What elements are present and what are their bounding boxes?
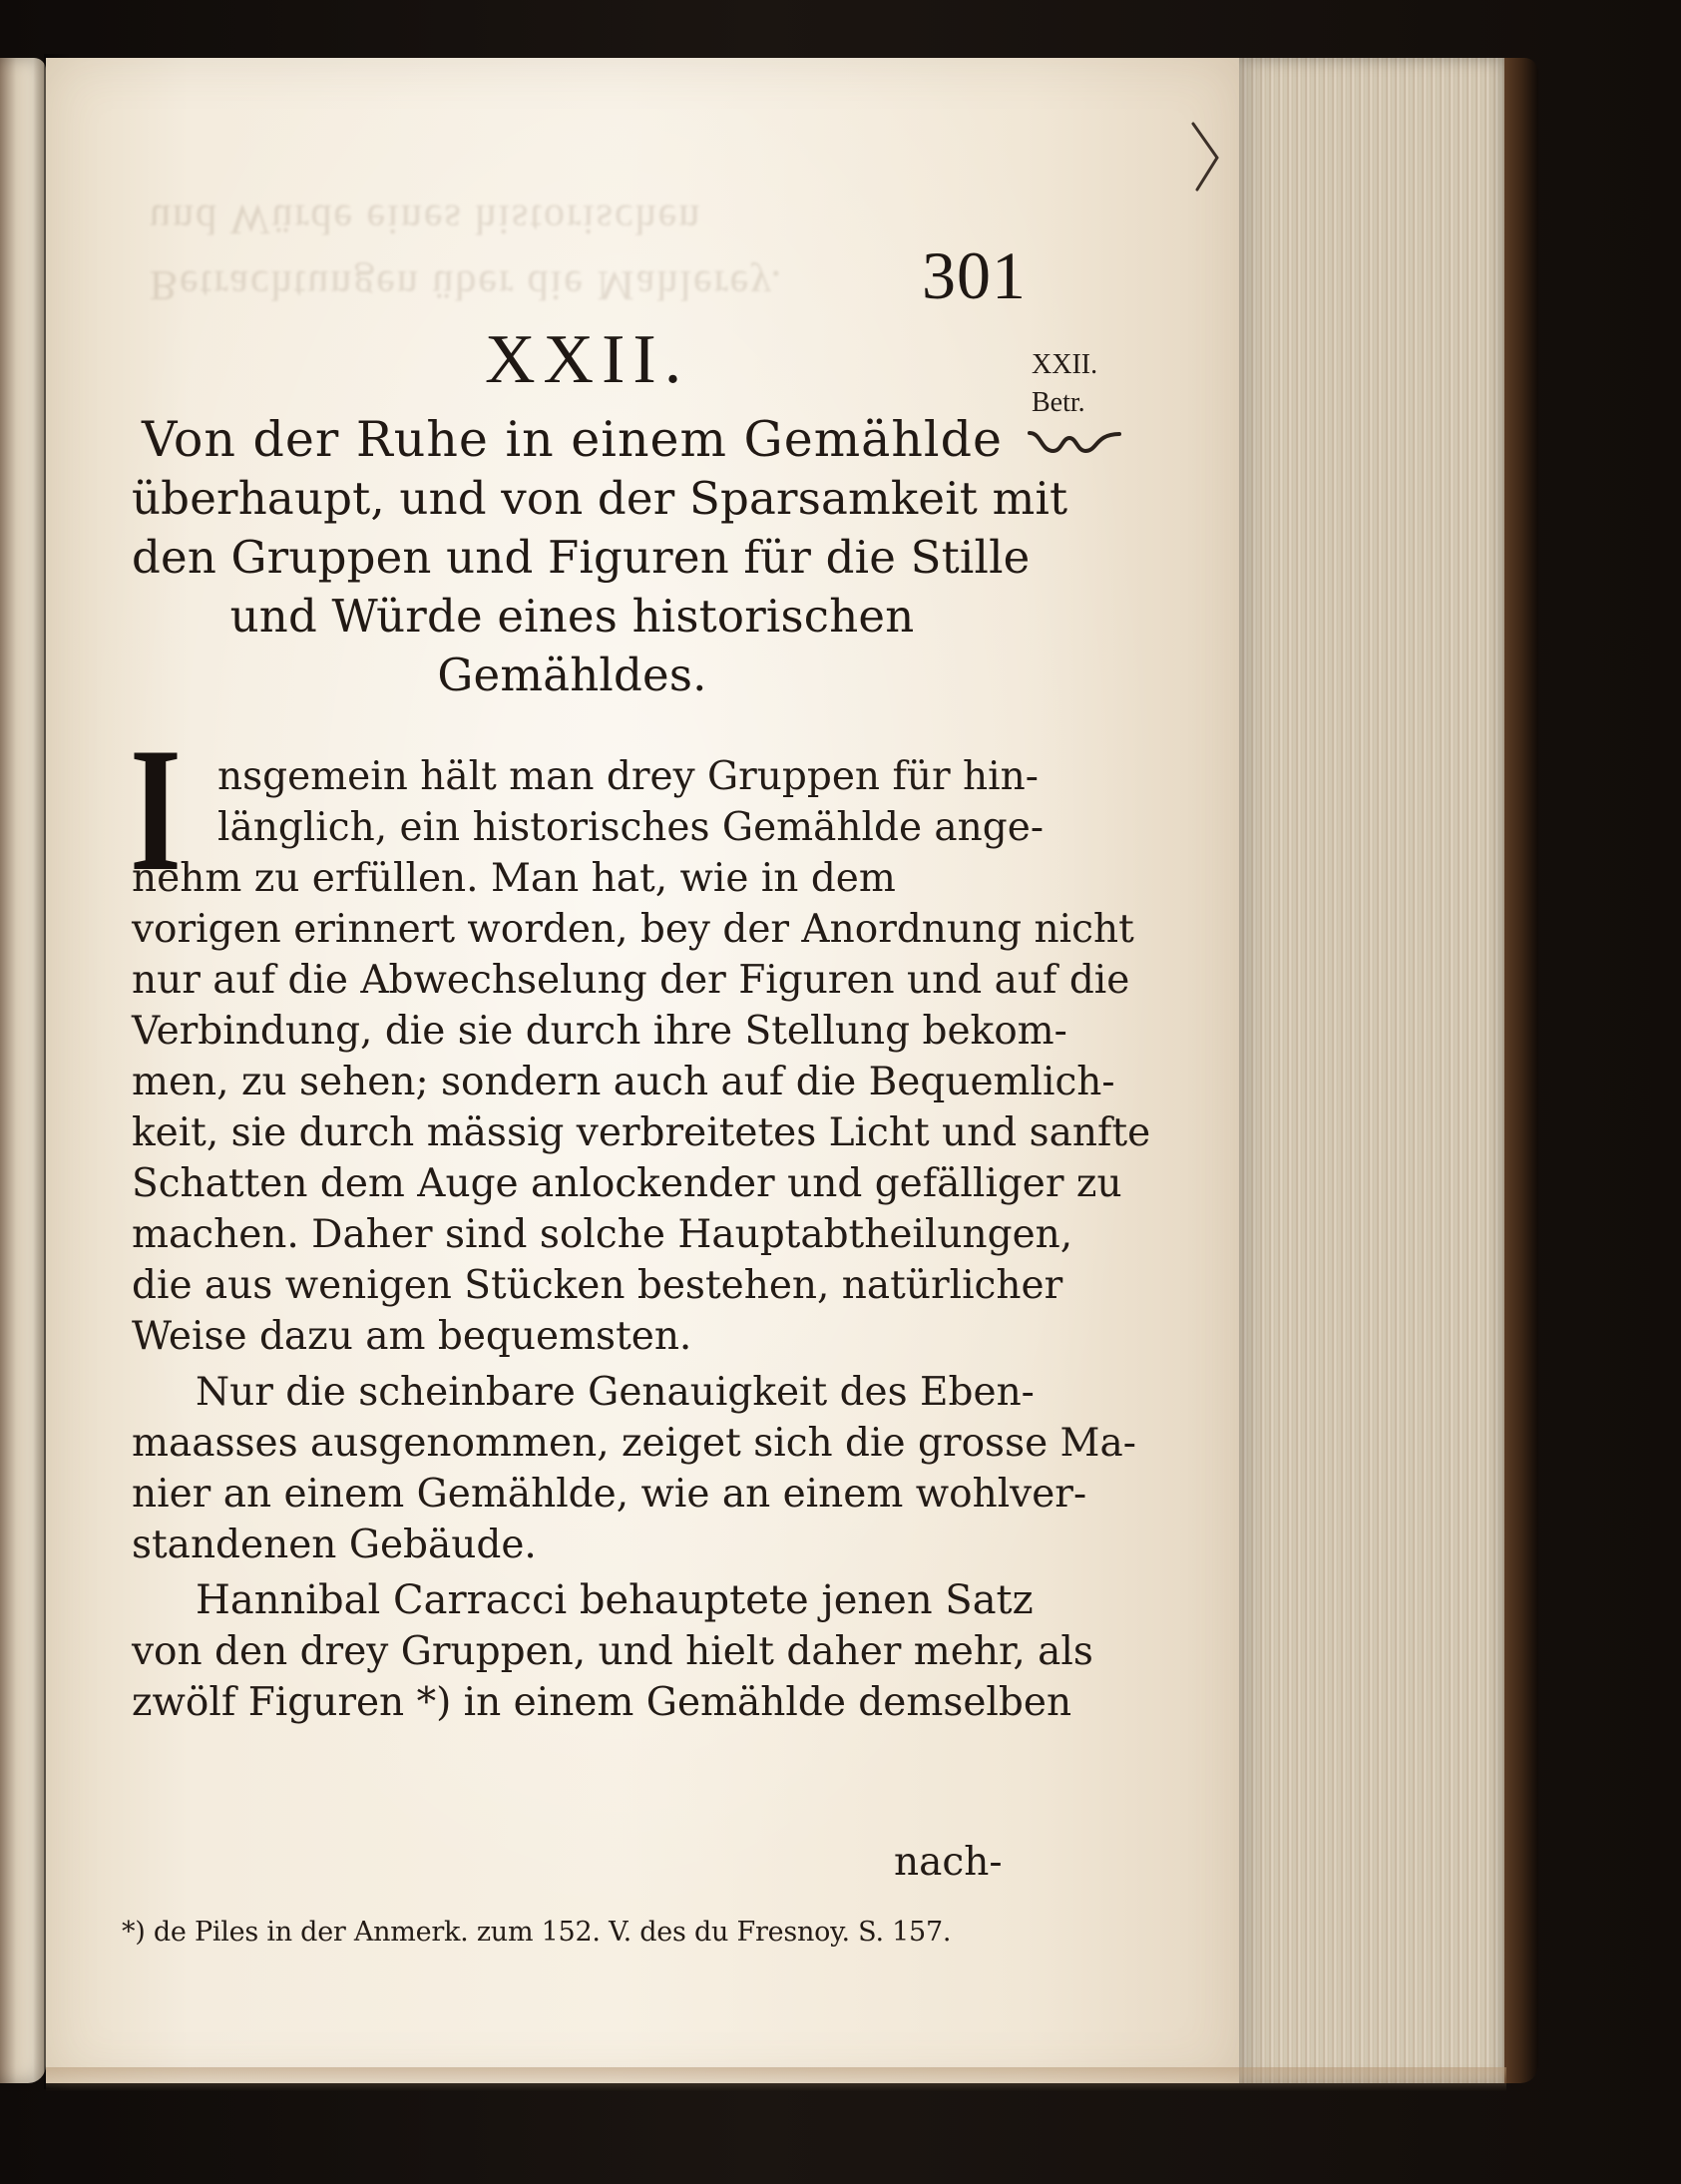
chapter-numeral: XXII.	[485, 321, 690, 398]
text-line: Nur die scheinbare Genauigkeit des Eben-	[196, 1370, 1035, 1415]
page-number: 301	[922, 237, 1027, 313]
margin-note-line-2: Betr.	[1032, 387, 1085, 418]
title-line-5: Gemähldes.	[437, 649, 707, 701]
show-through-text: Betrachtungen über die Mahlerey. und Würde eines historischen	[150, 196, 784, 307]
paragraph-3	[132, 1575, 1093, 1728]
book-cover-edge	[1504, 58, 1538, 2083]
page-block-edge	[1239, 58, 1506, 2083]
text-line: von den drey Gruppen, und hielt daher mehr, als	[132, 1629, 1093, 1674]
left-page-edge	[0, 58, 46, 2083]
catchword: nach-	[894, 1840, 1003, 1885]
page-sheet	[46, 58, 1239, 2083]
page-corner-mark-icon	[1189, 116, 1225, 196]
title-line-3: den Gruppen und Figuren für die Stille	[132, 531, 1031, 584]
text-line: länglich, ein historisches Gemählde ange-	[217, 805, 1045, 850]
chapter-title	[132, 410, 1068, 704]
text-line: keit, sie durch mässig verbreitetes Licht und sanfte	[132, 1110, 1151, 1155]
text-line: Schatten dem Auge anlockender und gefälliger zu	[132, 1161, 1122, 1206]
title-line-1: Von der Ruhe in einem Gemählde	[142, 411, 1003, 468]
text-line: men, zu sehen; sondern auch auf die Bequemlich-	[132, 1060, 1115, 1104]
text-line: nur auf die Abwechselung der Figuren und auf die	[132, 958, 1130, 1003]
text-line: nehm zu erfüllen. Man hat, wie in dem	[132, 856, 896, 901]
text-line: die aus wenigen Stücken bestehen, natürlicher	[132, 1263, 1063, 1308]
text-line: Verbindung, die sie durch ihre Stellung bekom-	[132, 1009, 1067, 1054]
title-line-4: und Würde eines historischen	[229, 590, 915, 643]
text-line: machen. Daher sind solche Hauptabtheilungen,	[132, 1212, 1073, 1257]
text-line: Hannibal Carracci behauptete jenen Satz	[196, 1577, 1034, 1623]
text-line: Weise dazu am bequemsten.	[132, 1314, 692, 1359]
text-line: standenen Gebäude.	[132, 1523, 537, 1567]
main-text	[130, 710, 1151, 1728]
text-line: maasses ausgenommen, zeiget sich die grosse Ma-	[132, 1421, 1136, 1466]
title-line-2: überhaupt, und von der Sparsamkeit mit	[132, 472, 1068, 525]
margin-note-line-1: XXII.	[1032, 349, 1098, 380]
text-line: nier an einem Gemählde, wie an einem wohlver-	[132, 1472, 1087, 1517]
text-line: zwölf Figuren *) in einem Gemählde demselben	[132, 1680, 1072, 1725]
paragraph-2	[132, 1367, 1136, 1570]
text-line: vorigen erinnert worden, bey der Anordnung nicht	[132, 907, 1134, 952]
margin-note	[1032, 345, 1097, 423]
margin-brace-icon	[1028, 427, 1123, 461]
text-line: nsgemein hält man drey Gruppen für hin-	[217, 754, 1039, 799]
footnote: *) de Piles in der Anmerk. zum 152. V. des du Fresnoy. S. 157.	[122, 1917, 952, 1948]
drop-cap: I	[130, 710, 182, 908]
paragraph-1	[130, 710, 1151, 1362]
bottom-fold-shadow	[46, 2067, 1506, 2091]
